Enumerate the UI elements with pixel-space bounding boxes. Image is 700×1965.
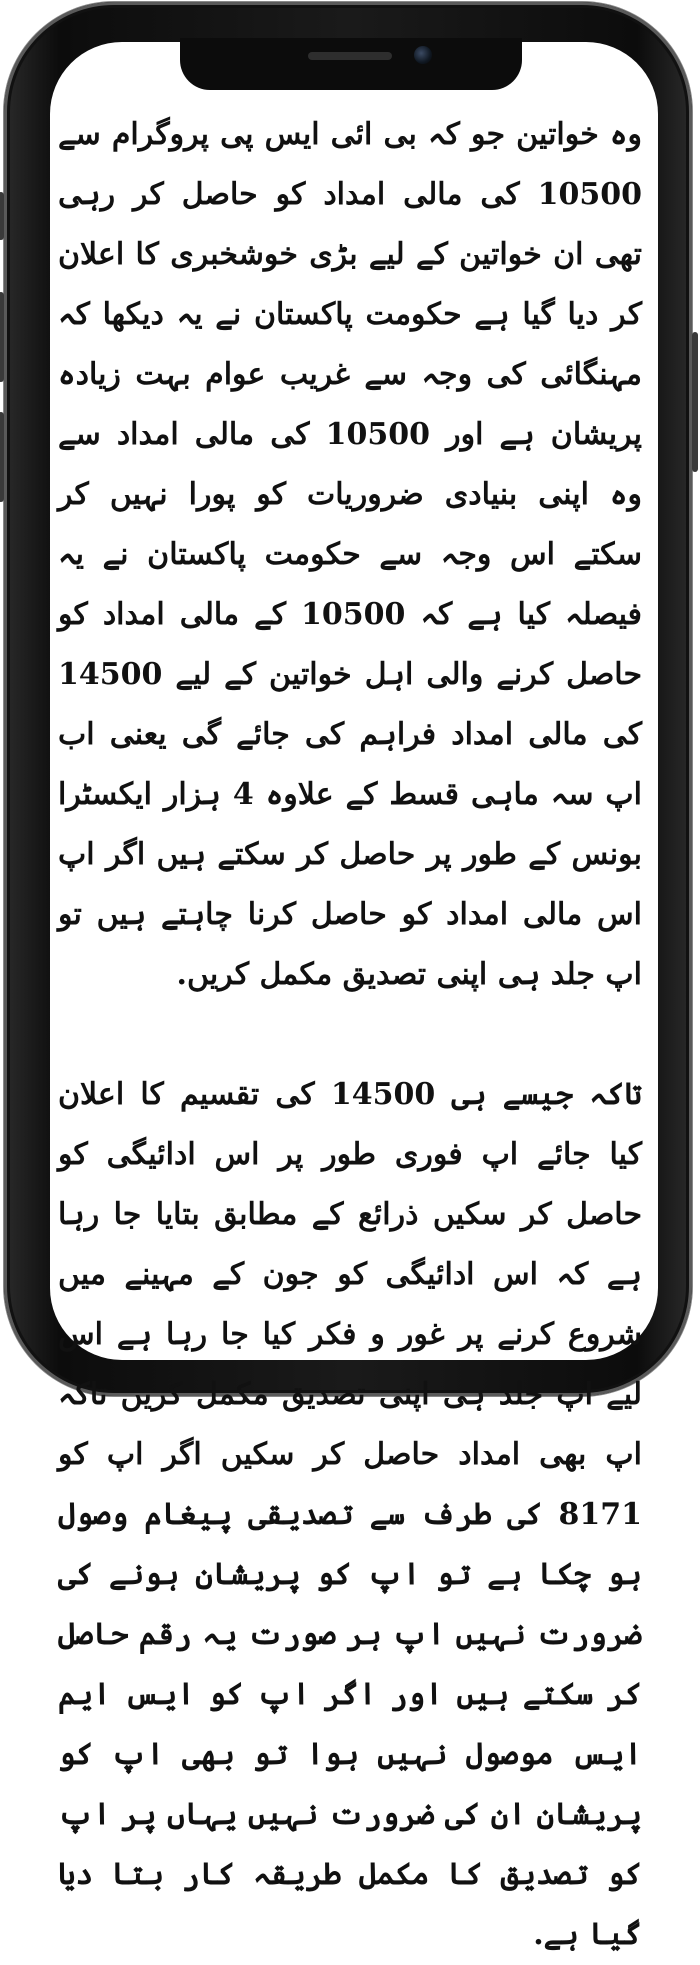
volume-down-button <box>0 412 4 502</box>
volume-up-button <box>0 292 4 382</box>
front-camera-icon <box>414 46 432 64</box>
phone-notch <box>180 38 522 90</box>
power-button <box>692 332 698 472</box>
silent-switch <box>0 192 4 240</box>
speaker-grille <box>308 52 392 60</box>
article-paragraph-1: وہ خواتین جو کہ بی ائی ایس پی پروگرام سے 10500 کی مالی امداد کو حاصل کر رہی تھی ان خواتین کے لیے بڑی خوشخبری کا اعلان کر دیا گیا ہے حکومت پاکستان نے یہ دیکھا کہ مہنگائی کی وجہ سے غریب عوام بہت زیادہ پریشان ہے اور 10500 کی مالی امداد سے وہ اپنی بنیادی ضروریات کو پورا نہیں کر سکتے اس وجہ سے حکومت پاکستان نے یہ فیصلہ کیا ہے کہ 10500 کے مالی امداد کو حاصل کرنے والی اہل خواتین کے لیے 14500 کی مالی امداد فراہم کی جائے گی یعنی اب اپ سہ ماہی قسط کے علاوہ 4 ہزار ایکسٹرا بونس کے طور پر حاصل کر سکتے ہیں اگر اپ اس مالی امداد کو حاصل کرنا چاہتے ہیں تو اپ جلد ہی اپنی تصدیق مکمل کریں. <box>58 117 643 992</box>
article-body <box>58 105 642 1965</box>
article-paragraph-2: تاکہ جیسے ہی 14500 کی تقسیم کا اعلان کیا جائے اپ فوری طور پر اس ادائیگی کو حاصل کر سکیں ذرائع کے مطابق بتایا جا رہا ہے کہ اس ادائیگی کو جون کے مہینے میں شروع کرنے پر غور و فکر کیا جا رہا ہے اس لیے اپ جلد ہی اپنی تصدیق مکمل کریں تاکہ اپ بھی امداد حاصل کر سکیں اگر اپ کو 8171 کی طرف سے تصدیقی پیغام وصول ہو چکا ہے تو اپ کو پریشان ہونے کی ضرورت نہیں اپ ہر صورت یہ رقم حاصل کر سکتے ہیں اور اگر اپ کو ایس ایم ایس موصول نہیں ہوا تو بھی اپ کو پریشان ان کی ضرورت نہیں یہاں پر اپ کو تصدیق کا مکمل طریقہ کار بتا دیا گیا ہے. <box>58 1077 642 1952</box>
